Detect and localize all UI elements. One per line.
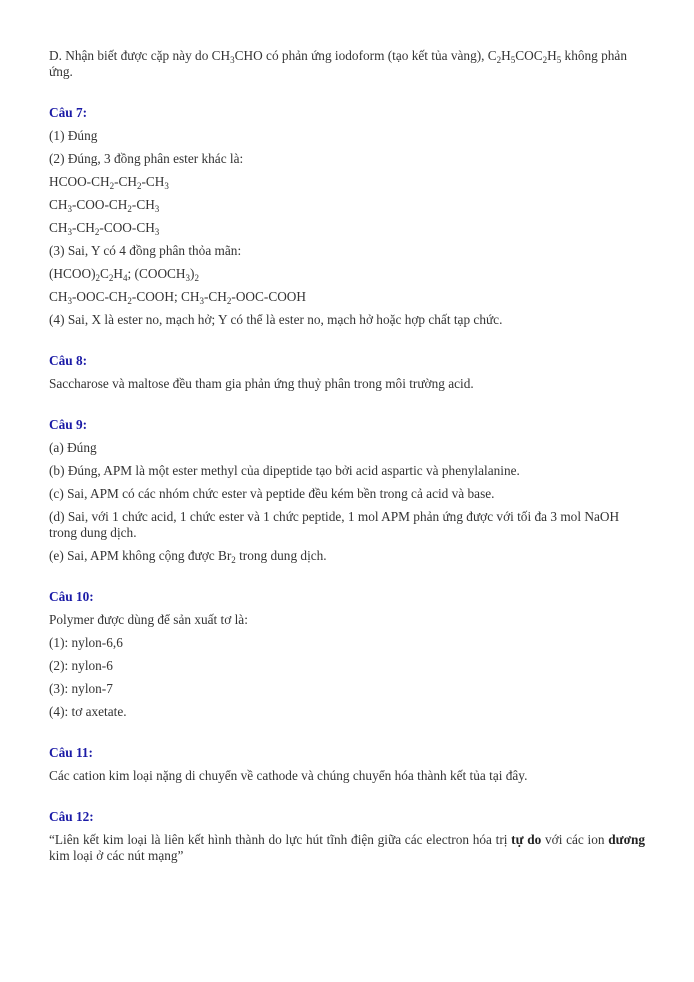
question-12-title: Câu 12: — [49, 809, 94, 824]
q10-line-5: (4): tơ axetate. — [49, 704, 127, 719]
question-9-title: Câu 9: — [49, 417, 88, 432]
q12-bold-free: tự do — [511, 832, 542, 847]
question-8-title: Câu 8: — [49, 353, 88, 368]
question-11-section — [49, 745, 645, 784]
question-9-section — [49, 417, 645, 564]
q9-line-b: (b) Đúng, APM là một ester methyl của dipeptide tạo bởi acid aspartic và phenylalanine. — [49, 463, 520, 478]
q9-line-e: (e) Sai, APM không cộng được $Br_2$ trong dung dịch. — [49, 548, 327, 565]
q8-line-1: Saccharose và maltose đều tham gia phản ứng thuỷ phân trong môi trường acid. — [49, 376, 474, 391]
q7-formula-5: $CH_3-OOC-CH_2$-COOH; $CH_3-CH_2-OOC$-COOH — [49, 289, 307, 306]
q7-line-2: (2) Đúng, 3 đồng phân ester khác là: — [49, 151, 244, 166]
q10-line-3: (2): nylon-6 — [49, 658, 113, 673]
q12-quote: “Liên kết kim loại là liên kết hình thành do lực hút tĩnh điện giữa các electron hóa trị tự do với các ion dương kim loại ở các nút mạng” — [49, 832, 645, 863]
q10-line-4: (3): nylon-7 — [49, 681, 113, 696]
q10-line-2: (1): nylon-6,6 — [49, 635, 123, 650]
q10-line-1: Polymer được dùng để sản xuất tơ là: — [49, 612, 248, 627]
q7-formula-1: HCOO-$CH_2-CH_2-CH_3$ — [49, 174, 169, 191]
q12-bold-positive: dương — [608, 832, 645, 847]
q7-formula-2: $CH_3-COO-CH_2-CH_3$ — [49, 197, 160, 214]
question-8-section — [49, 353, 645, 392]
q7-formula-4: $(HCOO)_2C_2H_4$; $(COOCH_3)_2$ — [49, 266, 199, 283]
q9-line-a: (a) Đúng — [49, 440, 97, 455]
question-7-title: Câu 7: — [49, 105, 88, 120]
q7-formula-3: $CH_3-CH_2-COO-CH_3$ — [49, 220, 160, 237]
document-page — [49, 48, 645, 871]
question-12-section — [49, 809, 645, 864]
question-7-section — [49, 105, 645, 328]
q7-line-1: (1) Đúng — [49, 128, 98, 143]
intro-paragraph: D. Nhận biết được cặp này do $CH_3CHO$ có phản ứng iodoform (tạo kết tủa vàng), $C_2H_5COC_2H_5$ không phản ứng. — [49, 48, 627, 79]
question-10-section — [49, 589, 645, 720]
question-11-title: Câu 11: — [49, 745, 93, 760]
q9-line-d: (d) Sai, với 1 chức acid, 1 chức ester và 1 chức peptide, 1 mol APM phản ứng được với tối đa 3 mol NaOH trong dung dịch. — [49, 509, 620, 540]
q7-line-3: (3) Sai, Y có 4 đồng phân thỏa mãn: — [49, 243, 242, 258]
q7-line-4: (4) Sai, X là ester no, mạch hở; Y có thể là ester no, mạch hở hoặc hợp chất tạp chức. — [49, 312, 503, 327]
q11-line-1: Các cation kim loại nặng di chuyển về cathode và chúng chuyển hóa thành kết tủa tại đây. — [49, 768, 528, 783]
question-10-title: Câu 10: — [49, 589, 94, 604]
q9-line-c: (c) Sai, APM có các nhóm chức ester và peptide đều kém bền trong cả acid và base. — [49, 486, 495, 501]
